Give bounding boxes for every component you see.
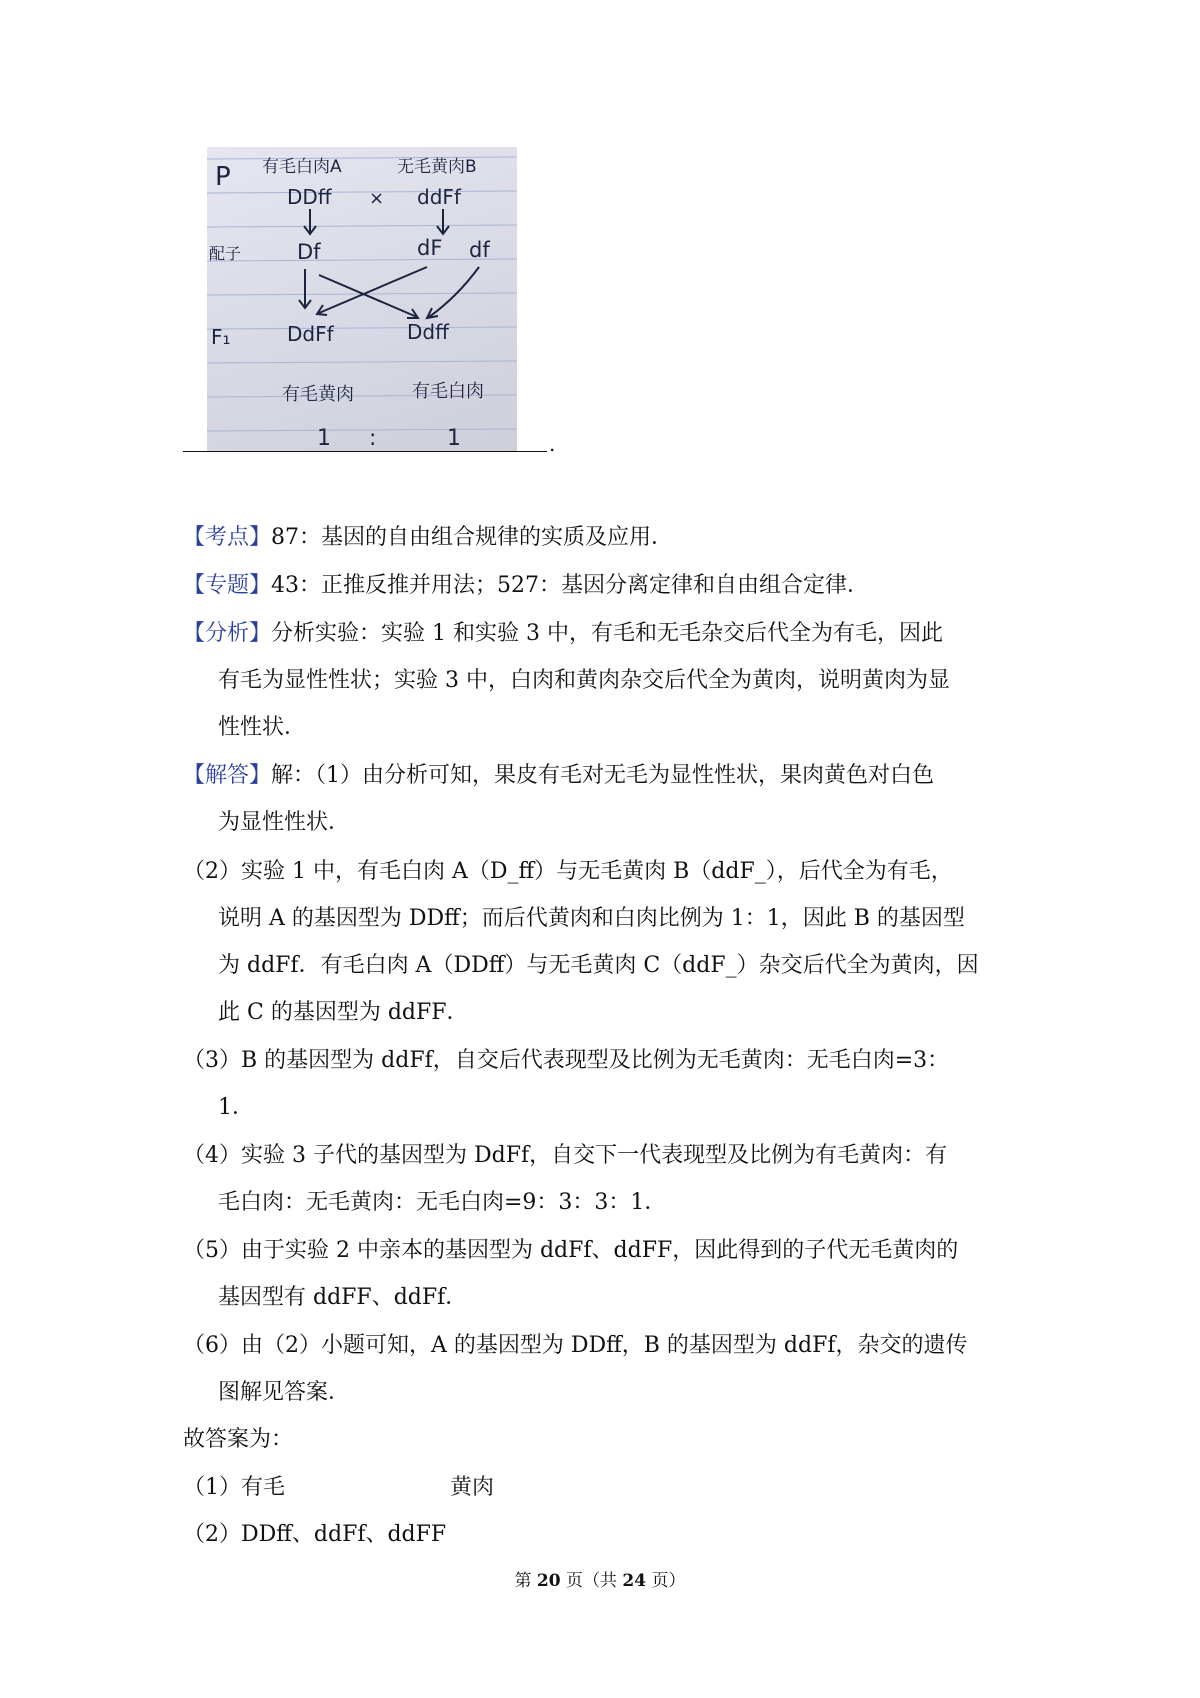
- cross-diagram-svg: [207, 147, 517, 452]
- q2-line-1: （2）实验 1 中，有毛白肉 A（D_ff）与无毛黄肉 B（ddF_），后代全为有毛，: [183, 859, 953, 884]
- q6-line-1: （6）由（2）小题可知，A 的基因型为 DDff，B 的基因型为 ddFf，杂交的遗传: [183, 1333, 968, 1358]
- q6-line-2: 图解见答案．: [218, 1380, 351, 1405]
- gamete-3: df: [469, 238, 490, 262]
- gamete-2: dF: [417, 236, 443, 260]
- arrow-df-to-ddfff: [299, 269, 311, 308]
- gamete-label: 配子: [209, 244, 242, 263]
- parent-a-label: 有毛白肉A: [262, 157, 342, 177]
- kaodian-tag: 【考点】: [183, 525, 272, 550]
- q2-line-3: 为 ddFf．有毛白肉 A（DDff）与无毛黄肉 C（ddF_）杂交后代全为黄肉，因: [218, 953, 979, 978]
- fenxi-tag: 【分析】: [183, 621, 272, 646]
- parent-b-genotype: ddFf: [417, 185, 461, 209]
- q2-line-2: 说明 A 的基因型为 DDff；而后代黄肉和白肉比例为 1：1，因此 B 的基因型: [218, 906, 965, 931]
- zhuanti-text: 43：正推反推并用法；527：基因分离定律和自由组合定律．: [271, 573, 870, 598]
- offspring-1-phenotype: 有毛黄肉: [282, 384, 354, 405]
- cross-symbol: ×: [369, 188, 385, 209]
- offspring-2-phenotype: 有毛白肉: [412, 381, 484, 402]
- genetic-cross-photo: [207, 147, 517, 452]
- parent-arrows: [304, 209, 449, 234]
- gamete-1: Df: [297, 240, 321, 264]
- zhuanti-tag: 【专题】: [183, 573, 272, 598]
- footer-mid: 页（共: [560, 1571, 623, 1591]
- jieda-tag: 【解答】: [183, 763, 272, 788]
- footer-pre: 第: [514, 1571, 537, 1591]
- ratio-left: 1: [317, 426, 331, 451]
- fenxi-text-1: 分析实验：实验 1 和实验 3 中，有毛和无毛杂交后代全为有毛，因此: [271, 621, 943, 646]
- zhuanti-line: [183, 562, 869, 609]
- page-footer: [0, 1566, 1200, 1591]
- arrow-df-cross: [319, 275, 418, 318]
- footer-total-pages: 24: [622, 1571, 647, 1591]
- q2-line-4: 此 C 的基因型为 ddFF．: [218, 1000, 469, 1025]
- arrow-a-down: [304, 209, 316, 234]
- jieda-line-1: [183, 752, 934, 799]
- kaodian-line: [183, 514, 673, 561]
- footer-page-number: 20: [536, 1571, 561, 1591]
- kaodian-text: 87：基因的自由组合规律的实质及应用．: [271, 525, 674, 550]
- ratio-right: 1: [447, 426, 461, 451]
- footer-post: 页）: [646, 1571, 686, 1591]
- offspring-1-genotype: DdFf: [287, 322, 334, 346]
- fenxi-line-3: 性性状．: [218, 715, 307, 740]
- answer-blank-line: [183, 451, 547, 452]
- answer-blank-period: .: [549, 432, 556, 456]
- jieda-line-2: 为显性性状．: [218, 810, 351, 835]
- q3-line-1: （3）B 的基因型为 ddFf，自交后代表现型及比例为无毛黄肉：无毛白肉=3：: [183, 1048, 950, 1073]
- f1-label: F₁: [211, 325, 231, 349]
- q4-line-1: （4）实验 3 子代的基因型为 DdFf，自交下一代表现型及比例为有毛黄肉：有: [183, 1143, 948, 1168]
- q4-line-2: 毛白肉：无毛黄肉：无毛白肉=9：3：3：1．: [218, 1190, 667, 1215]
- arrow-b-down: [437, 209, 449, 234]
- q5-line-1: （5）由于实验 2 中亲本的基因型为 ddFf、ddFF，因此得到的子代无毛黄肉的: [183, 1238, 959, 1263]
- offspring-2-genotype: Ddff: [407, 320, 449, 344]
- parent-a-genotype: DDff: [287, 185, 332, 209]
- ratio-separator: :: [369, 426, 377, 451]
- final-answer-1-second: 黄肉: [450, 1475, 495, 1500]
- fenxi-line-1: [183, 610, 943, 657]
- p-label: P: [215, 162, 231, 192]
- arrow-df-back: [317, 267, 427, 315]
- final-answer-2: （2）DDff、ddFf、ddFF: [183, 1522, 447, 1547]
- final-intro: 故答案为：: [183, 1427, 294, 1452]
- arrow-df-curve: [427, 267, 479, 318]
- final-answer-1: （1）有毛: [183, 1475, 285, 1500]
- gamete-arrows: [299, 267, 479, 318]
- jieda-text-1: 解：（1）由分析可知，果皮有毛对无毛为显性性状，果肉黄色对白色: [271, 763, 935, 788]
- q5-line-2: 基因型有 ddFF、ddFf．: [218, 1285, 468, 1310]
- q3-line-2: 1．: [218, 1095, 254, 1120]
- parent-b-label: 无毛黄肉B: [397, 157, 477, 177]
- fenxi-line-2: 有毛为显性性状；实验 3 中，白肉和黄肉杂交后代全为黄肉，说明黄肉为显: [218, 668, 950, 693]
